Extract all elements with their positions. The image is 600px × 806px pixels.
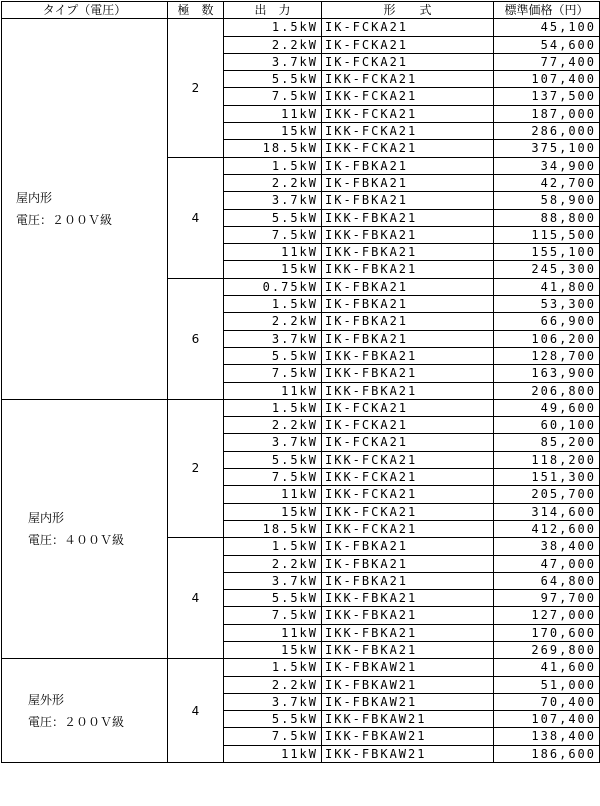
- price-cell: 186,600: [494, 745, 600, 762]
- price-cell: 245,300: [494, 261, 600, 278]
- price-cell: 138,400: [494, 728, 600, 745]
- model-cell: IKK-FCKA21: [322, 469, 494, 486]
- poles-cell: 2: [168, 399, 224, 537]
- model-cell: IKK-FCKA21: [322, 123, 494, 140]
- model-cell: IKK-FCKA21: [322, 503, 494, 520]
- model-cell: IKK-FCKA21: [322, 520, 494, 537]
- output-cell: 5.5kW: [224, 71, 322, 88]
- output-cell: 7.5kW: [224, 728, 322, 745]
- price-cell: 205,700: [494, 486, 600, 503]
- model-cell: IKK-FCKA21: [322, 71, 494, 88]
- output-cell: 2.2kW: [224, 417, 322, 434]
- price-cell: 127,000: [494, 607, 600, 624]
- price-cell: 107,400: [494, 711, 600, 728]
- model-cell: IKK-FBKA21: [322, 641, 494, 658]
- model-cell: IK-FBKAW21: [322, 659, 494, 676]
- model-cell: IKK-FBKA21: [322, 624, 494, 641]
- model-cell: IKK-FCKA21: [322, 88, 494, 105]
- type-voltage: 電圧：２００Ｖ級: [28, 714, 125, 729]
- price-cell: 51,000: [494, 676, 600, 693]
- price-cell: 163,900: [494, 365, 600, 382]
- header-model: 形 式: [322, 2, 494, 19]
- output-cell: 15kW: [224, 503, 322, 520]
- price-cell: 58,900: [494, 192, 600, 209]
- output-cell: 1.5kW: [224, 659, 322, 676]
- model-cell: IKK-FBKA21: [322, 244, 494, 261]
- output-cell: 7.5kW: [224, 607, 322, 624]
- output-cell: 5.5kW: [224, 451, 322, 468]
- output-cell: 18.5kW: [224, 520, 322, 537]
- price-cell: 45,100: [494, 19, 600, 36]
- model-cell: IK-FBKA21: [322, 157, 494, 174]
- price-cell: 286,000: [494, 123, 600, 140]
- output-cell: 18.5kW: [224, 140, 322, 157]
- price-cell: 34,900: [494, 157, 600, 174]
- output-cell: 11kW: [224, 486, 322, 503]
- price-cell: 118,200: [494, 451, 600, 468]
- model-cell: IK-FBKA21: [322, 538, 494, 555]
- model-cell: IKK-FBKA21: [322, 226, 494, 243]
- table-body: [2, 19, 600, 763]
- price-cell: 54,600: [494, 36, 600, 53]
- model-cell: IKK-FBKA21: [322, 261, 494, 278]
- output-cell: 5.5kW: [224, 347, 322, 364]
- model-cell: IKK-FCKA21: [322, 486, 494, 503]
- price-cell: 70,400: [494, 693, 600, 710]
- model-cell: IKK-FCKA21: [322, 140, 494, 157]
- price-cell: 49,600: [494, 399, 600, 416]
- output-cell: 3.7kW: [224, 693, 322, 710]
- price-cell: 269,800: [494, 641, 600, 658]
- type-cell: [2, 19, 168, 400]
- price-cell: 88,800: [494, 209, 600, 226]
- output-cell: 3.7kW: [224, 192, 322, 209]
- type-cell: [2, 659, 168, 763]
- model-cell: IK-FBKAW21: [322, 693, 494, 710]
- output-cell: 1.5kW: [224, 19, 322, 36]
- output-cell: 2.2kW: [224, 313, 322, 330]
- model-cell: IK-FBKA21: [322, 278, 494, 295]
- model-cell: IK-FBKA21: [322, 174, 494, 191]
- model-cell: IK-FCKA21: [322, 434, 494, 451]
- model-cell: IKK-FBKA21: [322, 209, 494, 226]
- price-cell: 97,700: [494, 590, 600, 607]
- price-cell: 42,700: [494, 174, 600, 191]
- model-cell: IK-FCKA21: [322, 417, 494, 434]
- output-cell: 2.2kW: [224, 36, 322, 53]
- price-cell: 107,400: [494, 71, 600, 88]
- model-cell: IKK-FCKA21: [322, 451, 494, 468]
- output-cell: 11kW: [224, 382, 322, 399]
- type-cell: [2, 399, 168, 658]
- poles-cell: 4: [168, 538, 224, 659]
- output-cell: 11kW: [224, 624, 322, 641]
- output-cell: 7.5kW: [224, 226, 322, 243]
- model-cell: IKK-FBKA21: [322, 607, 494, 624]
- poles-cell: 4: [168, 157, 224, 278]
- output-cell: 5.5kW: [224, 590, 322, 607]
- output-cell: 1.5kW: [224, 296, 322, 313]
- header-type: タイプ（電圧）: [2, 2, 168, 19]
- output-cell: 3.7kW: [224, 572, 322, 589]
- poles-cell: 2: [168, 19, 224, 157]
- output-cell: 15kW: [224, 123, 322, 140]
- model-cell: IKK-FBKA21: [322, 347, 494, 364]
- price-cell: 151,300: [494, 469, 600, 486]
- output-cell: 11kW: [224, 244, 322, 261]
- output-cell: 3.7kW: [224, 434, 322, 451]
- output-cell: 7.5kW: [224, 469, 322, 486]
- model-cell: IK-FBKA21: [322, 330, 494, 347]
- table-row: [2, 659, 600, 676]
- price-cell: 38,400: [494, 538, 600, 555]
- price-cell: 53,300: [494, 296, 600, 313]
- price-table: [1, 1, 600, 763]
- price-cell: 206,800: [494, 382, 600, 399]
- model-cell: IK-FBKA21: [322, 192, 494, 209]
- table-row: [2, 19, 600, 36]
- output-cell: 2.2kW: [224, 676, 322, 693]
- model-cell: IK-FCKA21: [322, 36, 494, 53]
- model-cell: IK-FBKA21: [322, 296, 494, 313]
- model-cell: IK-FCKA21: [322, 53, 494, 70]
- price-cell: 64,800: [494, 572, 600, 589]
- type-voltage: 電圧：４００Ｖ級: [28, 533, 125, 548]
- poles-cell: 4: [168, 659, 224, 763]
- output-cell: 1.5kW: [224, 538, 322, 555]
- model-cell: IKK-FBKAW21: [322, 745, 494, 762]
- model-cell: IK-FCKA21: [322, 19, 494, 36]
- price-cell: 77,400: [494, 53, 600, 70]
- output-cell: 15kW: [224, 261, 322, 278]
- type-location: 屋内形: [16, 191, 53, 206]
- header-poles: 極 数: [168, 2, 224, 19]
- table-row: [2, 399, 600, 416]
- price-cell: 47,000: [494, 555, 600, 572]
- output-cell: 11kW: [224, 105, 322, 122]
- output-cell: 5.5kW: [224, 711, 322, 728]
- price-cell: 66,900: [494, 313, 600, 330]
- model-cell: IK-FBKA21: [322, 313, 494, 330]
- model-cell: IKK-FBKA21: [322, 365, 494, 382]
- output-cell: 2.2kW: [224, 174, 322, 191]
- price-cell: 41,600: [494, 659, 600, 676]
- output-cell: 3.7kW: [224, 330, 322, 347]
- type-voltage: 電圧：２００Ｖ級: [16, 213, 113, 228]
- output-cell: 1.5kW: [224, 157, 322, 174]
- model-cell: IKK-FCKA21: [322, 105, 494, 122]
- type-location: 屋外形: [28, 692, 65, 707]
- model-cell: IK-FCKA21: [322, 399, 494, 416]
- output-cell: 2.2kW: [224, 555, 322, 572]
- price-cell: 137,500: [494, 88, 600, 105]
- price-cell: 375,100: [494, 140, 600, 157]
- price-cell: 115,500: [494, 226, 600, 243]
- output-cell: 0.75kW: [224, 278, 322, 295]
- model-cell: IKK-FBKAW21: [322, 711, 494, 728]
- price-cell: 314,600: [494, 503, 600, 520]
- price-cell: 41,800: [494, 278, 600, 295]
- model-cell: IK-FBKAW21: [322, 676, 494, 693]
- output-cell: 3.7kW: [224, 53, 322, 70]
- output-cell: 5.5kW: [224, 209, 322, 226]
- price-cell: 412,600: [494, 520, 600, 537]
- price-cell: 128,700: [494, 347, 600, 364]
- poles-cell: 6: [168, 278, 224, 399]
- type-location: 屋内形: [28, 511, 65, 526]
- header-price: 標準価格（円）: [494, 2, 600, 19]
- price-cell: 106,200: [494, 330, 600, 347]
- price-cell: 85,200: [494, 434, 600, 451]
- model-cell: IKK-FBKAW21: [322, 728, 494, 745]
- header-row: [2, 2, 600, 19]
- price-cell: 60,100: [494, 417, 600, 434]
- price-cell: 187,000: [494, 105, 600, 122]
- output-cell: 11kW: [224, 745, 322, 762]
- model-cell: IK-FBKA21: [322, 555, 494, 572]
- price-cell: 155,100: [494, 244, 600, 261]
- output-cell: 7.5kW: [224, 88, 322, 105]
- model-cell: IK-FBKA21: [322, 572, 494, 589]
- output-cell: 1.5kW: [224, 399, 322, 416]
- model-cell: IKK-FBKA21: [322, 382, 494, 399]
- price-cell: 170,600: [494, 624, 600, 641]
- model-cell: IKK-FBKA21: [322, 590, 494, 607]
- header-output: 出 力: [224, 2, 322, 19]
- output-cell: 7.5kW: [224, 365, 322, 382]
- output-cell: 15kW: [224, 641, 322, 658]
